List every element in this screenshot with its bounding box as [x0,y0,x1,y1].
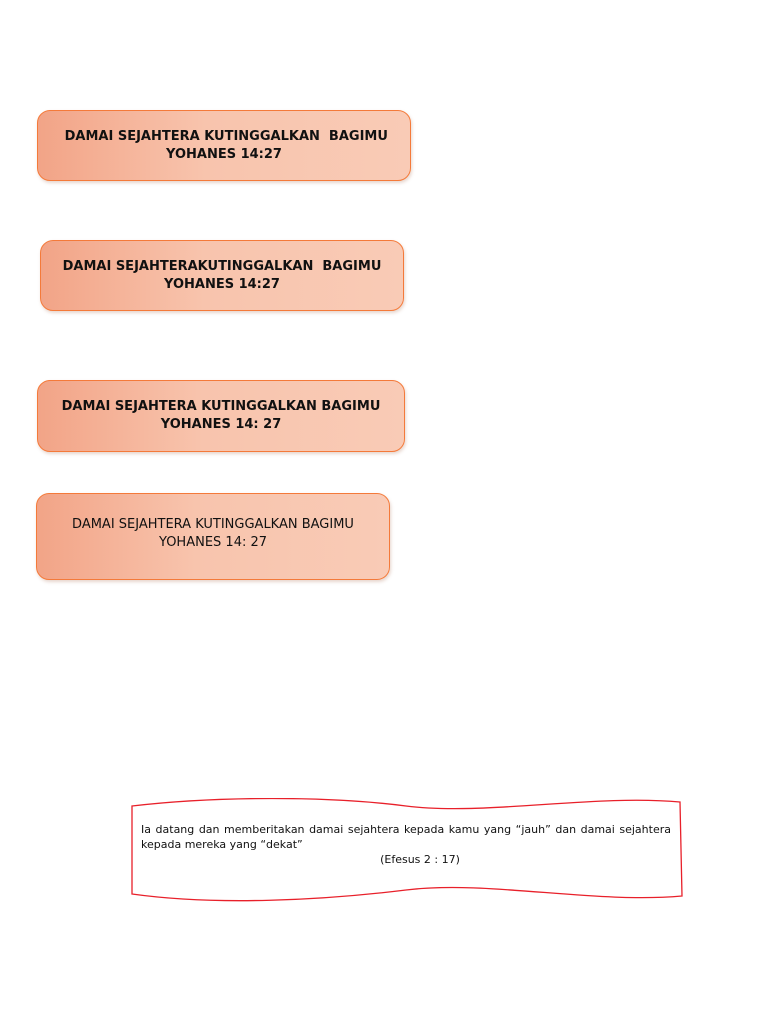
banner-verse-reference-row [128,853,684,866]
verse-box-3-line2: YOHANES 14: 27 [160,417,282,432]
verse-box-2 [40,240,404,311]
verse-box-2-line1: DAMAI SEJAHTERAKUTINGGALKAN BAGIMU [62,258,382,274]
verse-box-3 [37,380,405,452]
banner-verse-reference: (Efesus 2 : 17) [380,853,460,866]
verse-box-3-line1: DAMAI SEJAHTERA KUTINGGALKAN BAGIMU [61,399,381,414]
banner-verse-text: Ia datang dan memberitakan damai sejahtera kepada kamu yang “jauh” dan damai sejahtera kepada mereka yang “dekat” [141,823,671,851]
verse-box-4-line1: DAMAI SEJAHTERA KUTINGGALKAN BAGIMU [72,516,354,532]
verse-box-1-line2: YOHANES 14:27 [166,146,282,162]
verse-box-2-line2: YOHANES 14:27 [164,276,280,292]
verse-box-4 [36,493,390,580]
wave-banner [128,798,684,902]
verse-box-1-line1: DAMAI SEJAHTERA KUTINGGALKAN BAGIMU [60,128,388,144]
verse-box-4-line2: YOHANES 14: 27 [158,534,268,550]
verse-box-1 [37,110,411,181]
